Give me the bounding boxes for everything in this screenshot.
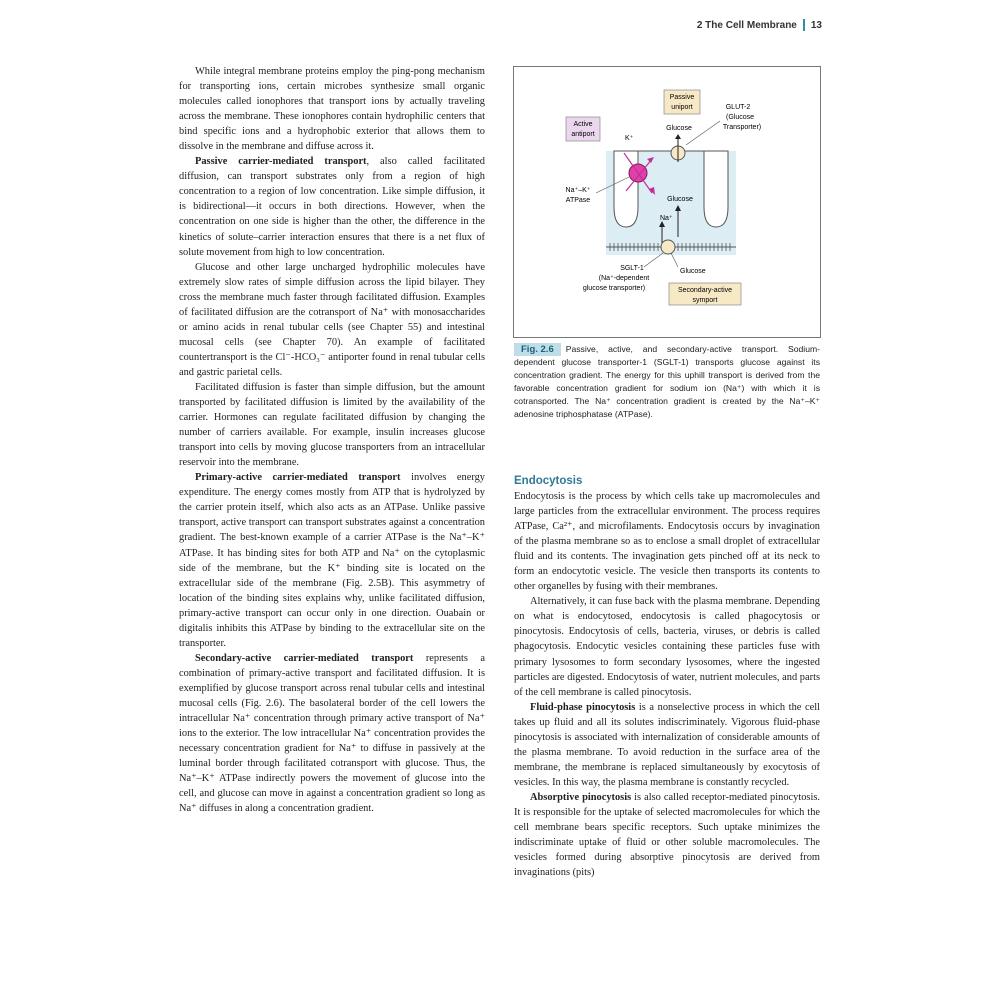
secondary-symport-label-1: Secondary-active — [677, 287, 733, 294]
left-column — [179, 64, 485, 816]
paragraph-phagocytosis: Alternatively, it can fuse back with the plasma membrane. Depending on what is endocytosed, endocytosis is called phagocytosis or pinocytosis. Endocytosis of cells, bacteria, viruses, or debris is called phagocytosis. Endocytic vesicles containing these particles fuse with primary lysosomes to form secondary lysosomes, where the ingested particles are digested. Endocytosis of water, nutrient molecules, and parts of the cell membrane is called pinocytosis. — [514, 596, 820, 698]
term-secondary-active: Secondary-active carrier-mediated transport — [195, 652, 414, 664]
sglt1-label-3: glucose transporter) — [582, 285, 646, 292]
paragraph-primary-active: Primary-active carrier-mediated transport involves energy expenditure. The energy comes mostly from ATP that is hydrolyzed by the carrier protein itself, which also acts as an ATPase. Unlike passive transport, active transport can transport substrates against a concentration gradient. The best-known example of a carrier ATPase is the Na⁺–K⁺ ATPase. It has binding sites for both ATP and Na⁺ on the cytoplasmic side of the membrane, but the K⁺ binding site is located on the extracellular side of the membrane (Fig. 2.5B). This asymmetry of location of the binding sites explains why, unlike facilitated diffusion, primary-active transport can occur only in one direction. Ouabain or digitalis inhibits this ATPase by binding to the extracellular site on the transporter. — [179, 472, 485, 649]
header-divider — [803, 19, 805, 31]
sglt1-leader — [644, 253, 663, 267]
glut2-label-2: (Glucose — [725, 114, 755, 121]
passive-uniport-label-1: Passive — [669, 94, 695, 101]
figure-tag: Fig. 2.6 — [514, 343, 561, 356]
naka-label-2: ATPase — [565, 197, 591, 204]
active-antiport-label-2: antiport — [571, 131, 595, 138]
figure-caption-text: Passive, active, and secondary-active transport. Sodium-dependent glucose transporter-1 (SGLT-1) transports glucose against its concentration gradient. The energy for this uphill transport is derived from the favorable concentration gradient for sodium ion (Na⁺) with which it is cotransported. The Na⁺ concentration gradient is created by the Na⁺–K⁺ adenosine triphosphatase (ATPase). — [514, 344, 820, 419]
paragraph-absorptive: Absorptive pinocytosis is also called receptor-mediated pinocytosis. It is responsible for the uptake of selected macromolecules for which the cell membrane bears specific receptors. Such uptake minimizes the indiscriminate uptake of fluid or other soluble macromolecules. The vesicles formed during absorptive pinocytosis are derived from invaginations (pits) — [514, 791, 820, 879]
sglt1-label-1: SGLT-1 — [620, 265, 644, 272]
chapter-title: 2 The Cell Membrane — [696, 19, 797, 31]
glucose-bottom-leader — [671, 253, 678, 267]
passive-uniport-label-2: uniport — [671, 104, 693, 111]
glut2-label-1: GLUT-2 — [725, 104, 751, 111]
k-ion-label: K⁺ — [625, 135, 634, 142]
figure-2-6 — [513, 66, 821, 338]
paragraph-fluid-phase: Fluid-phase pinocytosis is a nonselective process in which the cell takes up fluid and all its solutes indiscriminately. Vigorous fluid-phase pinocytosis is associated with internalization of considerable amounts of the plasma membrane. To avoid reduction in the surface area of the membrane, the membrane is replaced simultaneously by exocytosis of vesicles. In this way, the plasma membrane is constantly recycled. — [514, 701, 820, 788]
paragraph-glucose-diffusion: Glucose and other large uncharged hydrophilic molecules have extremely slow rates of simple diffusion across the lipid bilayer. They cross the membrane much faster through facilitated diffusion. Examples of facilitated diffusion are the cotransport of Na⁺ with monosaccharides or amino acids in renal tubular cells (see Chapter 55) and intestinal mucosal cells (see Chapter 70). An example of facilitated countertransport is the Cl⁻-HCO₃⁻ antiporter found in renal tubular cells and gastric parietal cells. — [179, 261, 485, 378]
term-fluid-phase: Fluid-phase pinocytosis — [530, 701, 636, 713]
glut2-label-3: Transporter) — [722, 124, 762, 131]
naka-label-1: Na⁺–K⁺ — [565, 187, 591, 194]
transport-diagram — [514, 67, 820, 337]
paragraph-ionophores: While integral membrane proteins employ the ping-pong mechanism for transporting ions, certain microbes synthesize small organic molecules called ionophores that transport ions by actually traveling across the membrane. These ionophores contain hydrophilic centers that bind specific ions and a hydrophobic exterior that allows them to dissolve in the membrane and diffuse across it. — [179, 66, 485, 153]
glucose-bottom-label: Glucose — [680, 268, 706, 275]
right-column — [514, 474, 820, 880]
lateral-space-right — [704, 151, 728, 227]
term-passive-transport: Passive carrier-mediated transport — [195, 156, 367, 168]
running-header — [697, 19, 822, 31]
sglt1-label-2: (Na⁺-dependent — [598, 275, 650, 282]
arrowhead-glucose-exit — [675, 134, 681, 139]
section-title-endocytosis: Endocytosis — [514, 475, 583, 487]
page-number: 13 — [810, 19, 822, 31]
term-primary-active: Primary-active carrier-mediated transport — [195, 472, 401, 484]
glucose-mid-label: Glucose — [667, 196, 693, 203]
secondary-symport-label-2: symport — [692, 297, 718, 304]
paragraph-passive-transport: Passive carrier-mediated transport, also called facilitated diffusion, can transport substrates only from a region of high concentration to a region of low concentration. Like simple diffusion, it is bidirectional—it occurs in both directions. However, when the concentration on one side is higher than the other, the difference in the kinetics of solute–carrier interaction ensures that there is a net flux of solute movement from high to low concentration. — [179, 156, 485, 258]
active-antiport-label-1: Active — [573, 121, 593, 128]
paragraph-endocytosis: Endocytosis is the process by which cells take up macromolecules and large particles from the extracellular environment. The process requires ATPase, Ca²⁺, and microfilaments. Endocytosis occurs by invagination of the plasma membrane so as to enclose a small droplet of extracellular fluid and its contents. The invagination gets pinched off at its neck to form an endocytotic vesicle. The vesicle then transports its contents to other organelles by fusing with their membranes. — [514, 491, 820, 593]
lateral-space-left — [614, 151, 638, 227]
paragraph-secondary-active: Secondary-active carrier-mediated transport represents a combination of primary-active transport and facilitated diffusion. It is exemplified by glucose transport across renal tubular cells and intestinal mucosal cells (Fig. 2.6). The basolateral border of the cell lowers the intracellular Na⁺ concentration through primary active transport of Na⁺ ions to the exterior. The low intracellular Na⁺ concentration provides the necessary concentration gradient for Na⁺ to diffuse in passively at the luminal border through facilitated cotransport with glucose. Thus, the Na⁺–K⁺ ATPase indirectly powers the movement of glucose into the cell, and glucose can move in against a concentration gradient so long as Na⁺ diffuses in along a concentration gradient. — [179, 652, 485, 815]
glucose-top-label: Glucose — [666, 125, 692, 132]
figure-caption — [514, 343, 820, 421]
term-absorptive: Absorptive pinocytosis — [530, 791, 632, 803]
paragraph-facilitated-diffusion: Facilitated diffusion is faster than simple diffusion, but the amount transported by facilitated diffusion is limited by the availability of the carrier. Hormones can regulate facilitated diffusion by changing the number of carriers available. For example, insulin increases glucose transport into cells by moving glucose transporters from an intracellular reservoir into the membrane. — [179, 381, 485, 469]
sglt1-carrier — [661, 240, 675, 254]
na-ion-label: Na⁺ — [660, 215, 673, 222]
